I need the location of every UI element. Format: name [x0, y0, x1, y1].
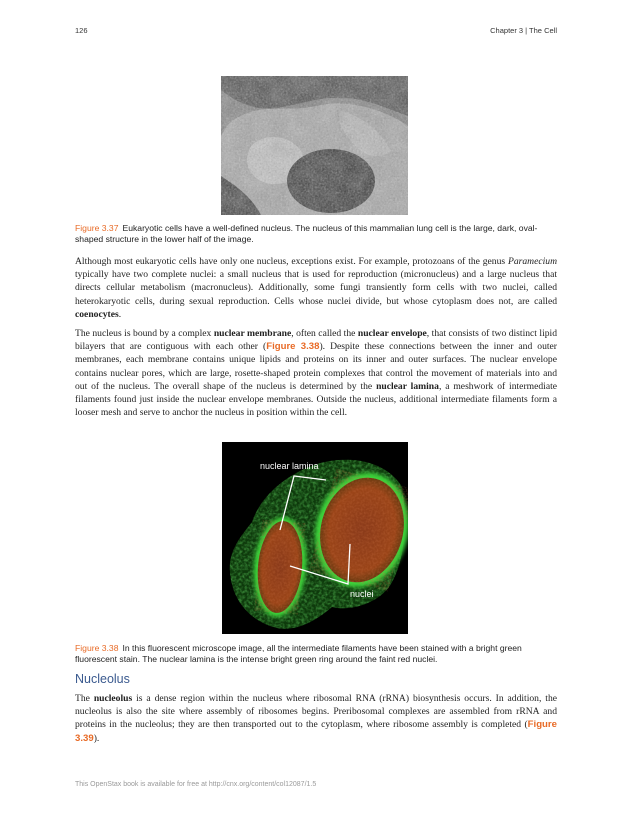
term-nuclear-lamina: nuclear lamina	[376, 380, 439, 392]
fluorescent-micrograph	[222, 442, 408, 634]
figure-3-37-caption	[75, 223, 557, 245]
term-nuclear-envelope: nuclear envelope	[357, 328, 427, 339]
paragraph-nuclei-exceptions	[75, 255, 557, 321]
section-heading-nucleolus: Nucleolus	[75, 672, 130, 686]
nuclei-label: nuclei	[350, 589, 374, 599]
para3-text-2: is a dense region within the nucleus where ribosomal RNA (rRNA) biosynthesis occurs. In addition, the nucleolus is also the site where assembly of ribosomes begins. Preribosomal complexes are assembled from rRNA and proteins in the nucleolus; they are then transported out to the cytoplasm, where ribosome assembly is completed (	[75, 693, 557, 731]
para1-text-3: .	[118, 308, 122, 320]
chapter-header: Chapter 3 | The Cell	[490, 26, 557, 35]
figure-3-37-label: Figure 3.37	[75, 223, 119, 233]
figure-3-39-link[interactable]: Figure 3.39	[75, 719, 557, 744]
footer-note: This OpenStax book is available for free at http://cnx.org/content/col12087/1.5	[75, 781, 317, 788]
para3-text-3: ).	[93, 732, 100, 744]
para2-text-4: ). Despite these connections between the inner and outer membranes, each membrane contains unique lipids and proteins on its inner and outer surfaces. The nuclear envelope contains nuclear pores, which are large, rosette-shaped protein complexes that control the movement of materials into and out of the nucleus. The overall shape of the nucleus is determined by the	[75, 341, 557, 392]
para2-text-2: , often called the	[291, 328, 358, 339]
figure-3-37-caption-text: Eukaryotic cells have a well-defined nucleus. The nucleus of this mammalian lung cell is the large, dark, oval-shaped structure in the lower half of the image.	[75, 223, 538, 245]
paragraph-nucleolus	[75, 692, 557, 745]
nuclear-lamina-label: nuclear lamina	[260, 461, 319, 471]
para2-text-1: The nucleus is bound by a complex	[75, 328, 214, 339]
term-nucleolus: nucleolus	[93, 693, 133, 704]
term-coenocytes: coenocytes	[75, 308, 119, 320]
paragraph-nuclear-envelope	[75, 327, 557, 419]
para3-text-1: The	[75, 693, 94, 704]
para1-text-2: typically have two complete nuclei: a small nucleus that is used for reproduction (micronucleus) and a large nucleus that directs cellular metabolism (macronucleus). Additionally, some fungi transiently form cells with two nuclei, called heterokaryotic cells, during sexual reproduction. Cells whose nuclei divide, but whose cytoplasm does not, are called	[75, 269, 557, 307]
para2-text-3: , that consists of two distinct lipid bilayers that are contiguous with each other (	[75, 328, 558, 353]
figure-3-38-link[interactable]: Figure 3.38	[266, 341, 320, 353]
lung-cell-micrograph	[221, 76, 408, 215]
term-nuclear-membrane: nuclear membrane	[213, 328, 292, 339]
para2-text-5: , a meshwork of intermediate filaments found just inside the nuclear envelope membranes. Outside the nucleus, additional intermediate filaments form a looser mesh and serve to anchor the nucleus in position within the cell.	[75, 380, 558, 419]
page-number: 126	[75, 26, 88, 35]
figure-3-38-caption-text: In this fluorescent microscope image, all the intermediate filaments have been stained with a bright green fluorescent stain. The nuclear lamina is the intense bright green ring around the faint red nuclei.	[75, 643, 522, 665]
figure-3-38-label: Figure 3.38	[75, 643, 119, 653]
para1-text-1: Although most eukaryotic cells have only one nucleus, exceptions exist. For example, protozoans of the genus	[75, 256, 508, 267]
para1-italic-paramecium: Paramecium	[507, 256, 557, 267]
figure-3-38-caption	[75, 643, 557, 665]
